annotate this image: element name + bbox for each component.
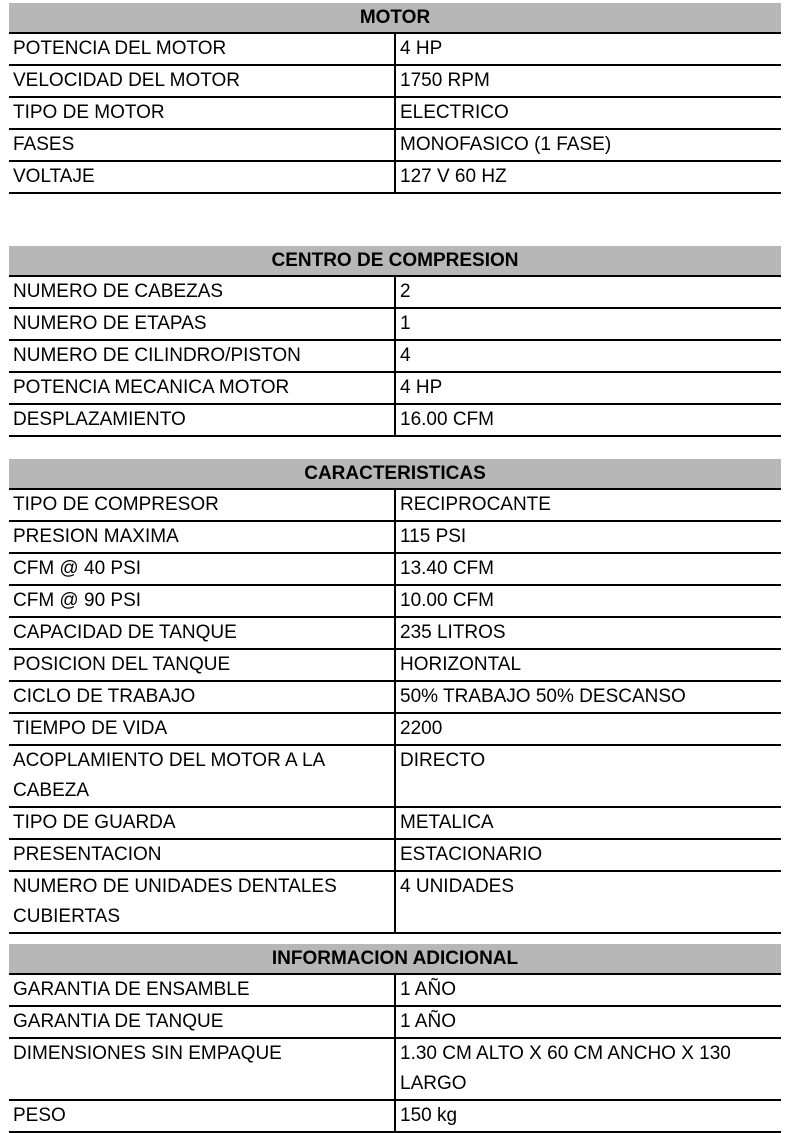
row-label: DESPLAZAMIENTO <box>9 404 395 436</box>
table-row <box>9 585 781 617</box>
row-label: TIPO DE MOTOR <box>9 97 395 129</box>
table-row <box>9 97 781 129</box>
section-title: MOTOR <box>9 3 781 33</box>
table-row <box>9 276 781 308</box>
table-row <box>9 871 781 933</box>
row-value: 1750 RPM <box>395 65 781 97</box>
row-value: 16.00 CFM <box>395 404 781 436</box>
table-row <box>9 617 781 649</box>
table-row <box>9 489 781 521</box>
row-label: POTENCIA MECANICA MOTOR <box>9 372 395 404</box>
row-value: ELECTRICO <box>395 97 781 129</box>
row-value: 1 AÑO <box>395 1006 781 1038</box>
row-value: HORIZONTAL <box>395 649 781 681</box>
table-row <box>9 1100 781 1132</box>
row-value: 150 kg <box>395 1100 781 1132</box>
compression-table <box>9 246 781 437</box>
additional-info-table <box>9 944 781 1133</box>
row-label: ACOPLAMIENTO DEL MOTOR A LA CABEZA <box>9 745 395 807</box>
row-label: CFM @ 40 PSI <box>9 553 395 585</box>
row-label: VOLTAJE <box>9 161 395 193</box>
row-label: NUMERO DE CABEZAS <box>9 276 395 308</box>
row-label: CICLO DE TRABAJO <box>9 681 395 713</box>
row-label: NUMERO DE UNIDADES DENTALES CUBIERTAS <box>9 871 395 933</box>
row-label: TIPO DE COMPRESOR <box>9 489 395 521</box>
row-label: TIEMPO DE VIDA <box>9 713 395 745</box>
features-table <box>9 459 781 934</box>
row-label: POSICION DEL TANQUE <box>9 649 395 681</box>
table-row <box>9 129 781 161</box>
row-label: NUMERO DE ETAPAS <box>9 308 395 340</box>
row-label: CAPACIDAD DE TANQUE <box>9 617 395 649</box>
table-row <box>9 521 781 553</box>
row-label: TIPO DE GUARDA <box>9 807 395 839</box>
row-value: 4 HP <box>395 372 781 404</box>
table-row <box>9 404 781 436</box>
row-label: FASES <box>9 129 395 161</box>
row-value: 1.30 CM ALTO X 60 CM ANCHO X 130 LARGO <box>395 1038 781 1100</box>
table-row <box>9 65 781 97</box>
table-row <box>9 713 781 745</box>
row-label: POTENCIA DEL MOTOR <box>9 33 395 65</box>
row-value: RECIPROCANTE <box>395 489 781 521</box>
row-label: GARANTIA DE TANQUE <box>9 1006 395 1038</box>
table-row <box>9 681 781 713</box>
table-row <box>9 745 781 807</box>
table-row <box>9 839 781 871</box>
table-row <box>9 553 781 585</box>
table-row <box>9 974 781 1006</box>
row-label: VELOCIDAD DEL MOTOR <box>9 65 395 97</box>
row-value: 2200 <box>395 713 781 745</box>
row-value: 4 HP <box>395 33 781 65</box>
row-value: DIRECTO <box>395 745 781 807</box>
table-row <box>9 1038 781 1100</box>
row-value: ESTACIONARIO <box>395 839 781 871</box>
motor-table <box>9 3 781 194</box>
table-row <box>9 33 781 65</box>
row-label: PRESION MAXIMA <box>9 521 395 553</box>
row-value: METALICA <box>395 807 781 839</box>
table-row <box>9 1006 781 1038</box>
row-value: 10.00 CFM <box>395 585 781 617</box>
section-title: CENTRO DE COMPRESION <box>9 246 781 276</box>
row-value: 50% TRABAJO 50% DESCANSO <box>395 681 781 713</box>
row-label: DIMENSIONES SIN EMPAQUE <box>9 1038 395 1100</box>
row-value: 127 V 60 HZ <box>395 161 781 193</box>
row-value: 4 <box>395 340 781 372</box>
row-value: MONOFASICO (1 FASE) <box>395 129 781 161</box>
section-title: INFORMACION ADICIONAL <box>9 944 781 974</box>
row-label: NUMERO DE CILINDRO/PISTON <box>9 340 395 372</box>
table-row <box>9 372 781 404</box>
table-row <box>9 161 781 193</box>
row-value: 2 <box>395 276 781 308</box>
row-value: 4 UNIDADES <box>395 871 781 933</box>
section-title: CARACTERISTICAS <box>9 459 781 489</box>
table-row <box>9 308 781 340</box>
row-value: 1 AÑO <box>395 974 781 1006</box>
row-value: 1 <box>395 308 781 340</box>
row-label: PESO <box>9 1100 395 1132</box>
row-label: PRESENTACION <box>9 839 395 871</box>
table-row <box>9 807 781 839</box>
row-value: 115 PSI <box>395 521 781 553</box>
row-value: 235 LITROS <box>395 617 781 649</box>
row-label: GARANTIA DE ENSAMBLE <box>9 974 395 1006</box>
table-row <box>9 649 781 681</box>
table-row <box>9 340 781 372</box>
row-value: 13.40 CFM <box>395 553 781 585</box>
row-label: CFM @ 90 PSI <box>9 585 395 617</box>
